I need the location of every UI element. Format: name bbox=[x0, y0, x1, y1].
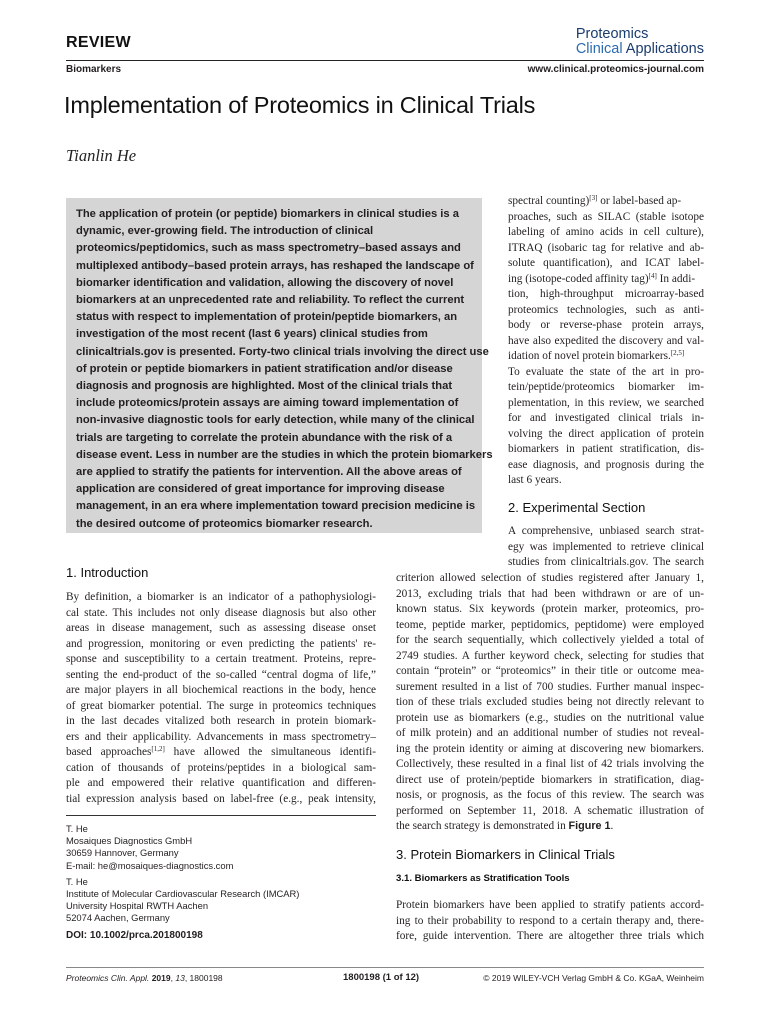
body-line: tion, high-throughput microarray-based bbox=[508, 288, 704, 300]
journal-url[interactable]: www.clinical.proteomics-journal.com bbox=[527, 64, 704, 75]
abstract-line: dynamic, ever-growing field. The introduction of clinical bbox=[76, 225, 374, 238]
abstract-line: investigation of the most recent (last 6 years) clinical studies from bbox=[76, 328, 428, 341]
body-line: Protein biomarkers have been applied to stratify patients accord- bbox=[396, 899, 704, 911]
abstract-line: trials are targeting to correlate the protein abundance with the risk of a bbox=[76, 431, 453, 444]
body-line: plementation, in this review, we searched bbox=[508, 396, 704, 409]
body-line: performed on September 11, 2018. A schematic illustration of bbox=[396, 804, 704, 817]
section3-body bbox=[396, 898, 704, 945]
abstract-line: include proteomics/protein assays are aiming toward implementation of bbox=[76, 397, 459, 410]
affiliation-line: University Hospital RWTH Aachen bbox=[66, 900, 209, 912]
affiliation-line: T. He bbox=[66, 823, 88, 834]
body-line: body or reverse-phase protein arrays, bbox=[508, 319, 704, 331]
citation-1-2[interactable]: [1,2] bbox=[151, 745, 165, 753]
body-line: tein/peptide/proteomics biomarker im- bbox=[508, 381, 704, 393]
page-number: 1800198 (1 of 12) bbox=[343, 972, 420, 983]
affiliations bbox=[66, 823, 299, 925]
body-line: the search strategy is demonstrated in Figure 1. bbox=[396, 820, 614, 832]
abstract-line: The application of protein (or peptide) biomarkers in clinical studies is a bbox=[76, 208, 459, 220]
body-line: teome, peptide marker, peptidomics, peptidome) were employed bbox=[396, 618, 704, 631]
body-line: cal state. This includes not only disease diagnosis but also other bbox=[66, 606, 376, 619]
citation-4[interactable]: [4] bbox=[648, 271, 657, 280]
brand-line-2 bbox=[576, 42, 704, 57]
article-author: Tianlin He bbox=[66, 146, 137, 165]
body-line: of milk protein) and an additional number of studies not reveal- bbox=[396, 727, 704, 739]
body-line: and progression, monitoring or even predicting the patients' re- bbox=[66, 637, 376, 650]
body-line: criterion allowed selection of studies registered after January 1, bbox=[396, 572, 704, 584]
body-line: 2013, excluding trials that had been withdrawn or are of un- bbox=[396, 587, 704, 600]
body-line: proaches, such as SILAC (stable isotope bbox=[508, 210, 704, 223]
section-heading-protein-biomarkers: 3. Protein Biomarkers in Clinical Trials bbox=[396, 847, 615, 862]
abstract-line: application are considered of great importance for improving disease bbox=[76, 483, 445, 496]
section-type-label: REVIEW bbox=[66, 34, 131, 51]
body-line: solute quantification), and ICAT label- bbox=[508, 257, 704, 269]
footer-rule bbox=[66, 967, 704, 968]
body-line: senting the end-product of the so-called “central dogma of life,” bbox=[66, 668, 376, 681]
body-line: To evaluate the state of the art in pro- bbox=[508, 365, 704, 378]
body-line: volving the direct application of protein bbox=[508, 427, 704, 440]
body-line: areas in disease management, such as assessing disease onset bbox=[66, 622, 376, 634]
body-line: biomarkers in patient stratification, dis- bbox=[508, 443, 704, 455]
abstract-box bbox=[66, 198, 493, 533]
affiliation-line: 30659 Hannover, Germany bbox=[66, 847, 179, 859]
affiliation-line: Institute of Molecular Cardiovascular Research (IMCAR) bbox=[66, 888, 300, 900]
journal-citation: Proteomics Clin. Appl. 2019, 13, 1800198 bbox=[66, 973, 223, 983]
introduction-body bbox=[66, 590, 376, 807]
section-label: Biomarkers bbox=[66, 64, 122, 75]
affiliation-line: T. He bbox=[66, 875, 88, 887]
body-line: ing to their probability to respond to a certain therapy and, there- bbox=[396, 914, 704, 927]
body-line: ing (isotope-coded affinity tag)[4] In addi- bbox=[508, 271, 696, 285]
abstract-line: non-invasive diagnostic tools for early detection, while many of the clinical bbox=[76, 414, 475, 427]
experimental-wide bbox=[396, 571, 704, 835]
body-line: nosis, or prognosis, as the focus of this review. The search was bbox=[396, 789, 704, 801]
abstract-line: biomarkers at an unprecedented rate and reliability. To reflect the current bbox=[76, 294, 465, 307]
body-line: have also expedited the discovery and val- bbox=[508, 334, 704, 347]
body-line: sponse and susceptibility to a certain treatment. Proteins, repre- bbox=[66, 653, 376, 665]
journal-brand bbox=[576, 27, 704, 57]
abstract-line: clinicaltrials.gov is presented. Forty-two clinical trials involving the direct use bbox=[76, 345, 489, 358]
body-line: for the search sequentially, which collectively yielded a total of bbox=[396, 634, 704, 646]
header-rule bbox=[66, 60, 704, 61]
abstract-line: of protein or peptide biomarkers in patient stratification and/or disease bbox=[76, 362, 453, 375]
body-line: fore, guide intervention. There are altogether three trials which bbox=[396, 930, 704, 942]
body-line: spectral counting)[3] or label-based ap- bbox=[508, 194, 682, 207]
citation-2-5[interactable]: [2,5] bbox=[670, 349, 685, 357]
abstract-line: diagnosis and prognosis are highlighted. Most of the clinical trials that bbox=[76, 380, 453, 393]
copyright-notice: © 2019 WILEY-VCH Verlag GmbH & Co. KGaA, Weinheim bbox=[483, 973, 704, 983]
brand-clinical: Clinical bbox=[575, 41, 623, 57]
section-heading-introduction: 1. Introduction bbox=[66, 565, 149, 580]
body-line: 2749 studies. A further keyword check, selecting for studies that bbox=[396, 649, 704, 662]
body-line: for and investigated clinical trials in- bbox=[508, 412, 704, 424]
author-email[interactable]: E-mail: he@mosaiques-diagnostics.com bbox=[66, 859, 234, 871]
brand-line-1: Proteomics bbox=[575, 26, 649, 42]
body-line: direct use of protein/peptide biomarkers in stratification, diag- bbox=[396, 773, 704, 786]
abstract-line: disease event. Less in number are the studies in which the protein biomarkers bbox=[76, 448, 493, 461]
body-line: known status. Six keywords (protein marker, proteomics, pro- bbox=[396, 603, 704, 615]
abstract-line: multiplexed antibody–based protein arrays, has reshaped the landscape of bbox=[76, 259, 474, 272]
doi-link[interactable]: DOI: 10.1002/prca.201800198 bbox=[66, 930, 203, 941]
body-line: By definition, a biomarker is an indicator of a pathophysiologi- bbox=[66, 591, 376, 603]
body-line: based approaches[1,2] have allowed the simultaneous identifi- bbox=[66, 745, 376, 758]
abstract-line: status with respect to implementation of protein/peptide biomarkers, an bbox=[76, 311, 458, 324]
affiliation-rule bbox=[66, 815, 376, 816]
body-line: A comprehensive, unbiased search strat- bbox=[508, 525, 704, 537]
subsection-heading-stratification: 3.1. Biomarkers as Stratification Tools bbox=[396, 873, 570, 884]
body-line: ers and their applicability. Advancements in mass spectrometry– bbox=[66, 730, 376, 743]
abstract-line: are applied to stratify the patients for intervention. All the above areas of bbox=[76, 466, 462, 479]
body-line: are major players in all biochemical reactions in the body, hence bbox=[66, 684, 376, 696]
body-line: labeling of amino acids in cell culture), bbox=[508, 226, 704, 238]
body-line: ple and empowered their relative quantification and differen- bbox=[66, 777, 376, 789]
body-line: Collectively, these resulted in a final list of 42 trials involving the bbox=[396, 758, 704, 770]
body-line: ITRAQ (isobaric tag for relative and ab- bbox=[508, 241, 704, 254]
body-line: cation of thousands of proteins/peptides in a biological sam- bbox=[66, 761, 376, 774]
abstract-line: management, in an era where implementation toward precision medicine is bbox=[76, 500, 476, 513]
body-line: ing the protein identity or aiming at discovering new biomarkers. bbox=[396, 742, 704, 755]
figure-1-link[interactable]: Figure 1 bbox=[568, 820, 611, 832]
body-line: of great biomarker potential. The surge in proteomics techniques bbox=[66, 699, 376, 712]
body-line: ease diagnosis, and prognosis during the bbox=[508, 458, 704, 471]
abstract-line: biomarker identification and validation, allowing the discovery of novel bbox=[76, 276, 454, 289]
affiliation-line: Mosaiques Diagnostics GmbH bbox=[66, 835, 193, 847]
body-line: in the last decades vitalized both research in protein biomark- bbox=[66, 715, 376, 727]
right-column-intro bbox=[508, 194, 704, 489]
body-line: studies from clinicaltrials.gov. The search bbox=[508, 556, 704, 568]
citation-3[interactable]: [3] bbox=[589, 194, 598, 202]
body-line: egy was implemented to retrieve clinical bbox=[508, 540, 704, 553]
body-line: tial expression analysis based on label-free (e.g., peak intensity, bbox=[66, 792, 376, 805]
brand-applications: Applications bbox=[622, 41, 704, 57]
body-line: last 6 years. bbox=[508, 474, 562, 486]
abstract-line: proteomics/peptidomics, such as mass spectrometry–based assays and bbox=[76, 242, 461, 255]
section-heading-experimental: 2. Experimental Section bbox=[508, 500, 646, 515]
article-title: Implementation of Proteomics in Clinical Trials bbox=[64, 92, 536, 118]
body-line: surement resulted in a list of 700 studies. Further manual inspec- bbox=[396, 680, 704, 693]
body-line: proteomics technologies, such as anti- bbox=[508, 303, 704, 316]
body-line: idation of novel protein biomarkers.[2,5] bbox=[508, 349, 685, 362]
abstract-line: the desired outcome of proteomics biomarker research. bbox=[76, 517, 373, 530]
body-line: tion of these trials excluded studies being not directly relevant to bbox=[396, 696, 704, 708]
affiliation-line: 52074 Aachen, Germany bbox=[66, 912, 170, 924]
experimental-narrow bbox=[508, 524, 704, 571]
body-line: contain “protein” or “proteomics” in their title or outcome mea- bbox=[396, 665, 704, 677]
body-line: protein use as biomarkers (e.g., studies on the nutritional value bbox=[396, 711, 704, 724]
